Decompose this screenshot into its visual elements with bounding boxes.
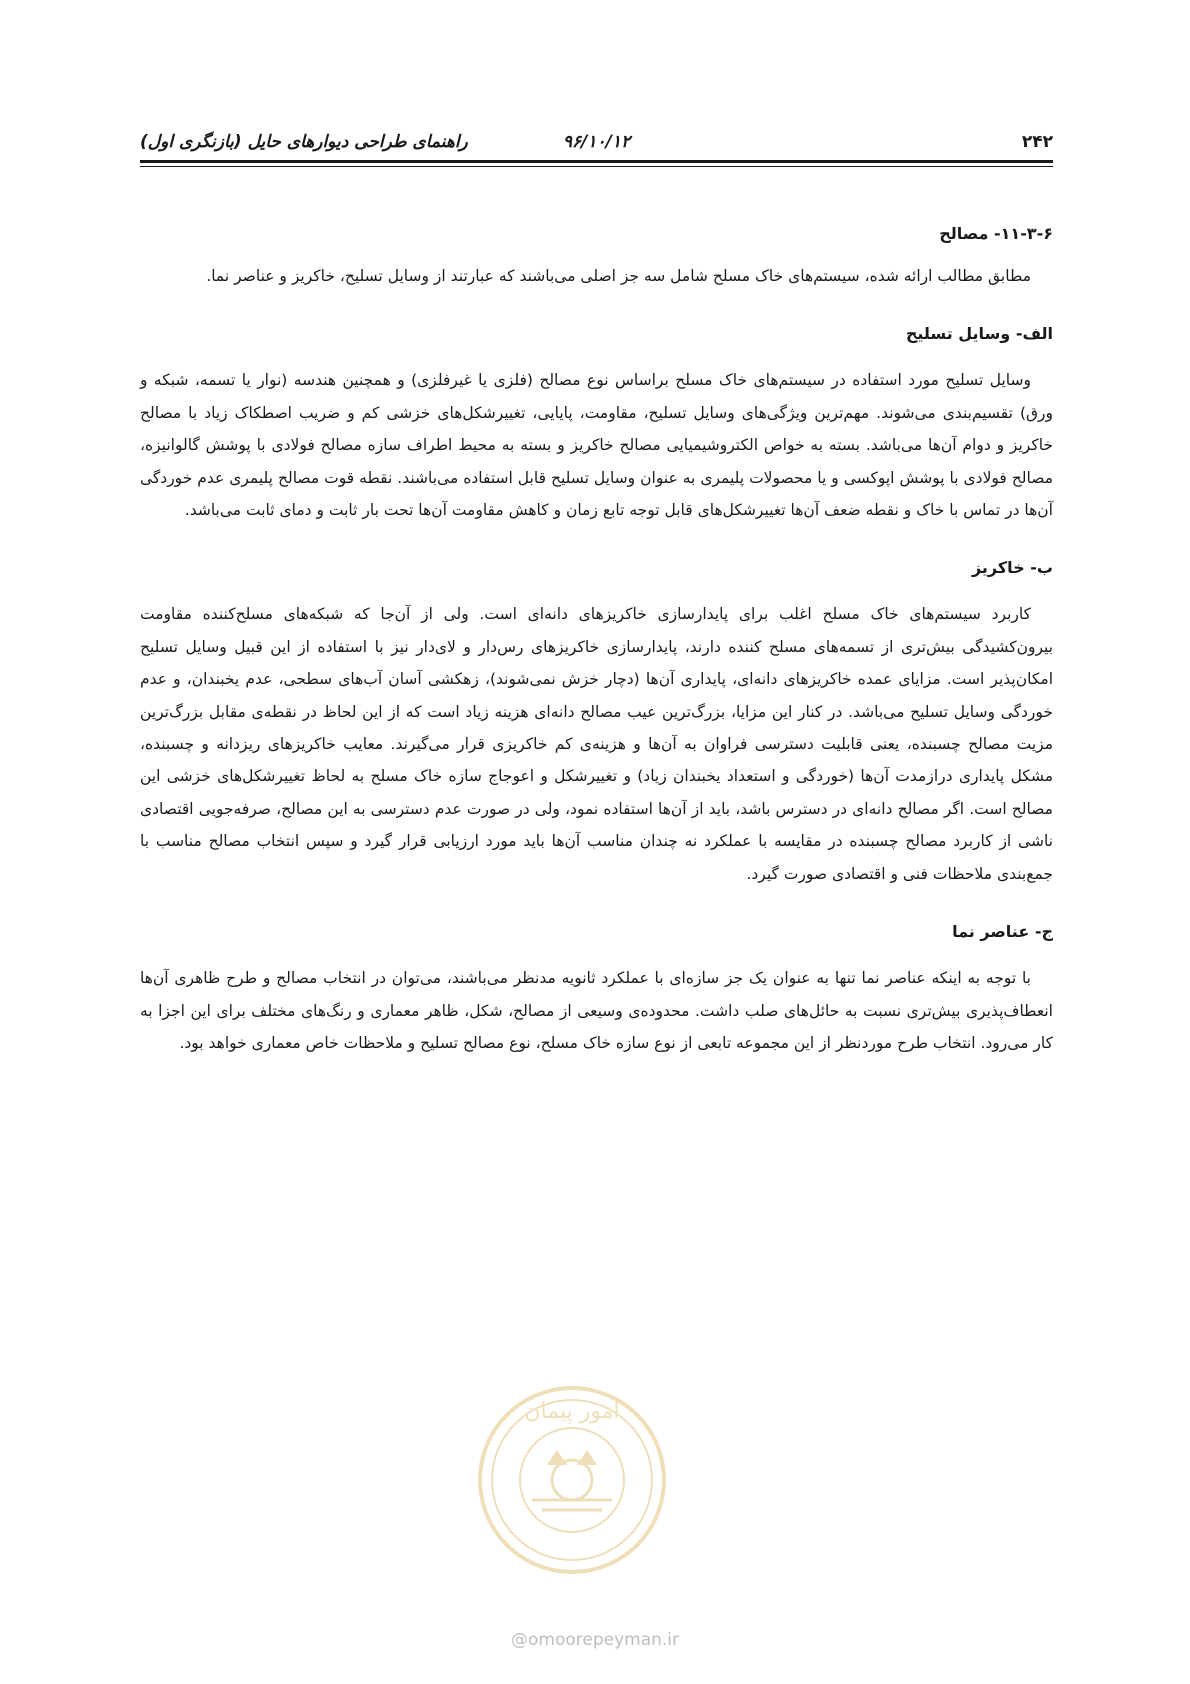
- header-date: ۹۶/۱۰/۱۲: [562, 132, 631, 152]
- section-heading: ۱۱-۳-۶- مصالح: [939, 224, 1053, 243]
- subsection-paragraph-facing: با توجه به اینکه عناصر نما تنها به عنوان یک جز سازه‌ای با عملکرد ثانویه مدنظر می‌باشند، می‌توان در انتخاب مصالح و طرح ظاهری آن‌ها انعطاف‌پذیری بیش‌تری نسبت به حائل‌های صلب داشت. محدوده‌ی وسیعی از مصالح، شکل، ظاهر معماری و رنگ‌های مختلف برای این اجزا به کار می‌رود. انتخاب طرح موردنظر از این مجموعه تابعی از نوع سازه خاک مسلح، نوع مصالح تسلیح و ملاحظات خاص معماری خواهد بود.: [140, 969, 1053, 1052]
- subsection-paragraph-reinforcement: وسایل تسلیح مورد استفاده در سیستم‌های خاک مسلح براساس نوع مصالح (فلزی یا غیرفلزی) و همچنین هندسه (نوار یا تسمه، شبکه و ورق) تقسیم‌بندی می‌شوند. مهم‌ترین ویژگی‌های وسایل تسلیح، مقاومت، پایایی، تغییرشکل‌های خزشی کم و ضریب اصطکاک زیاد با مصالح خاکریز و دوام آن‌ها می‌باشد. بسته به خواص الکتروشیمیایی مصالح خاکریز و بسته به محیط اطراف سازه مصالح فولادی با پوشش گالوانیزه، مصالح فولادی با پوشش اپوکسی و یا محصولات پلیمری به عنوان وسایل تسلیح قابل استفاده می‌باشند. نقطه قوت مصالح پلیمری عدم خوردگی آن‌ها در تماس با خاک و نقطه ضعف آن‌ها تغییرشکل‌های قابل توجه تابع زمان و کاهش مقاومت آن‌ها تحت بار ثابت و دمای ثابت می‌باشد.: [140, 371, 1053, 520]
- subsection-paragraph-backfill: کاربرد سیستم‌های خاک مسلح اغلب برای پایدارسازی خاکریزهای دانه‌ای است. ولی از آن‌جا که شبکه‌های مسلح‌کننده مقاومت بیرون‌کشیدگی بیش‌تری از تسمه‌های مسلح کننده دارند، پایدارسازی خاکریزهای رس‌دار و لای‌دار نیز با استفاده از این قبیل وسایل تسلیح امکان‌پذیر است. مزایای عمده خاکریزهای دانه‌ای، پایداری آن‌ها (دچار خزش نمی‌شوند)، زهکشی آسان آب‌های سطحی، عدم یخبندان، و عدم خوردگی وسایل تسلیح می‌باشد. در کنار این مزایا، بزرگ‌ترین عیب مصالح دانه‌ای هزینه زیاد است که از این لحاظ در نقطه‌ی مقابل بزرگ‌ترین مزیت مصالح چسبنده، یعنی قابلیت دسترسی فراوان به آن‌ها و هزینه‌ی کم خاکریزی قرار می‌گیرند. معایب خاکریزهای ریزدانه و چسبنده، مشکل پایداری درازمدت آن‌ها (خوردگی و استعداد یخبندان زیاد) و تغییرشکل و اعوجاج سازه خاک مسلح به لحاظ تغییرشکل‌های خزشی این مصالح است. اگر مصالح دانه‌ای در دسترس باشد، باید از آن‌ها استفاده نمود، ولی در صورت عدم دسترسی به این مصالح، صرفه‌جویی اقتصادی ناشی از کاربرد مصالح چسبنده در مقایسه با عملکرد نه چندان مناسب آن‌ها باید مورد ارزیابی قرار گیرد و سپس انتخاب مصالح مناسب با جمع‌بندی ملاحظات فنی و اقتصادی صورت گیرد.: [140, 605, 1053, 883]
- spacer: [140, 890, 1053, 916]
- watermark-text: @omoorepeyman.ir: [510, 1630, 680, 1650]
- subsection-heading-facing: ج- عناصر نما: [952, 922, 1053, 942]
- header-rule-thick: [140, 160, 1053, 163]
- page-number: ۲۴۲: [1021, 132, 1053, 152]
- subsection-heading-reinforcement: الف- وسایل تسلیح: [905, 324, 1053, 344]
- spacer: [140, 292, 1053, 318]
- header-title: راهنمای طراحی دیوارهای حایل (بازنگری اول): [140, 132, 468, 152]
- seal-text: امور پیمان: [524, 1399, 620, 1424]
- spacer: [140, 526, 1053, 552]
- subsection-heading-backfill: ب- خاکریز: [971, 558, 1053, 578]
- page-body: [140, 218, 1053, 1059]
- section-intro-paragraph: مطابق مطالب ارائه شده، سیستم‌های خاک مسلح شامل سه جز اصلی می‌باشند که عبارتند از وسایل تسلیح، خاکریز و عناصر نما.: [206, 267, 1031, 285]
- seal-watermark-icon: [472, 1380, 672, 1580]
- header-rule-thin: [140, 166, 1053, 167]
